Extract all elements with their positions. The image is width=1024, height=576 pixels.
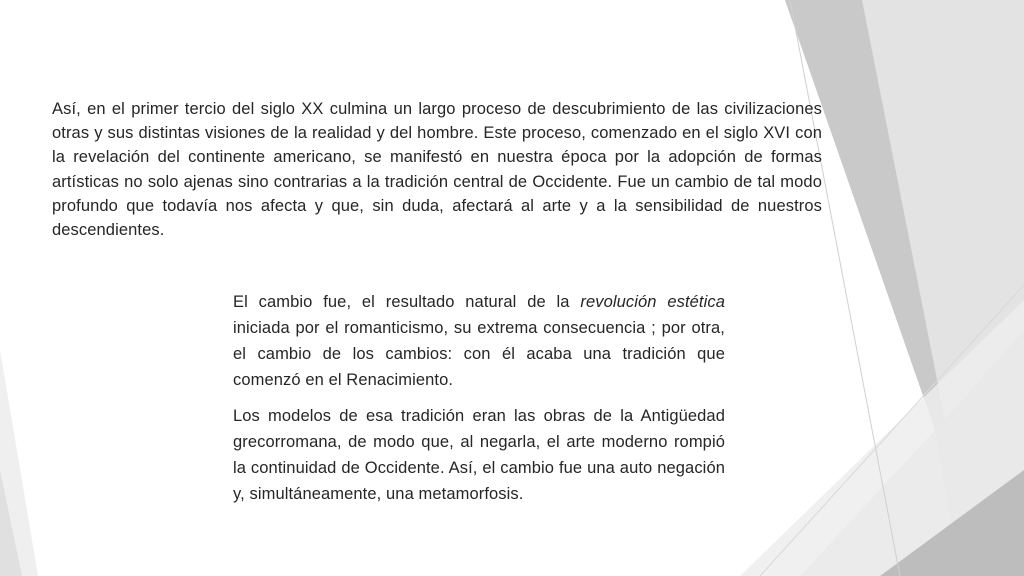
cambio-text-start: El cambio fue, el resultado natural de la xyxy=(233,293,581,311)
cambio-emphasis: revolución estética xyxy=(580,293,725,311)
intro-paragraph: Así, en el primer tercio del siglo XX culmina un largo proceso de descubrimiento de las civilizaciones otras y sus distintas visiones de la realidad y del hombre. Este proceso, comenzado en el siglo XVI con la revelación del continente americano, se manifestó en nuestra época por la adopción de formas artísticas no solo ajenas sino contrarias a la tradición central de Occidente. Fue un cambio de tal modo profundo que todavía nos afecta y que, sin duda, afectará al arte y a la sensibilidad de nuestros descendientes. xyxy=(52,100,822,240)
cambio-paragraph xyxy=(233,289,725,393)
modelos-paragraph: Los modelos de esa tradición eran las obras de la Antigüedad grecorromana, de modo que, al negarla, el arte moderno rompió la continuidad de Occidente. Así, el cambio fue una auto negación y, simultáneamente, una metamorfosis. xyxy=(233,407,725,503)
cambio-text-end: iniciada por el romanticismo, su extrema consecuencia ; por otra, el cambio de los cambios: con él acaba una tradición que comenzó en el Renacimiento. xyxy=(233,319,725,389)
